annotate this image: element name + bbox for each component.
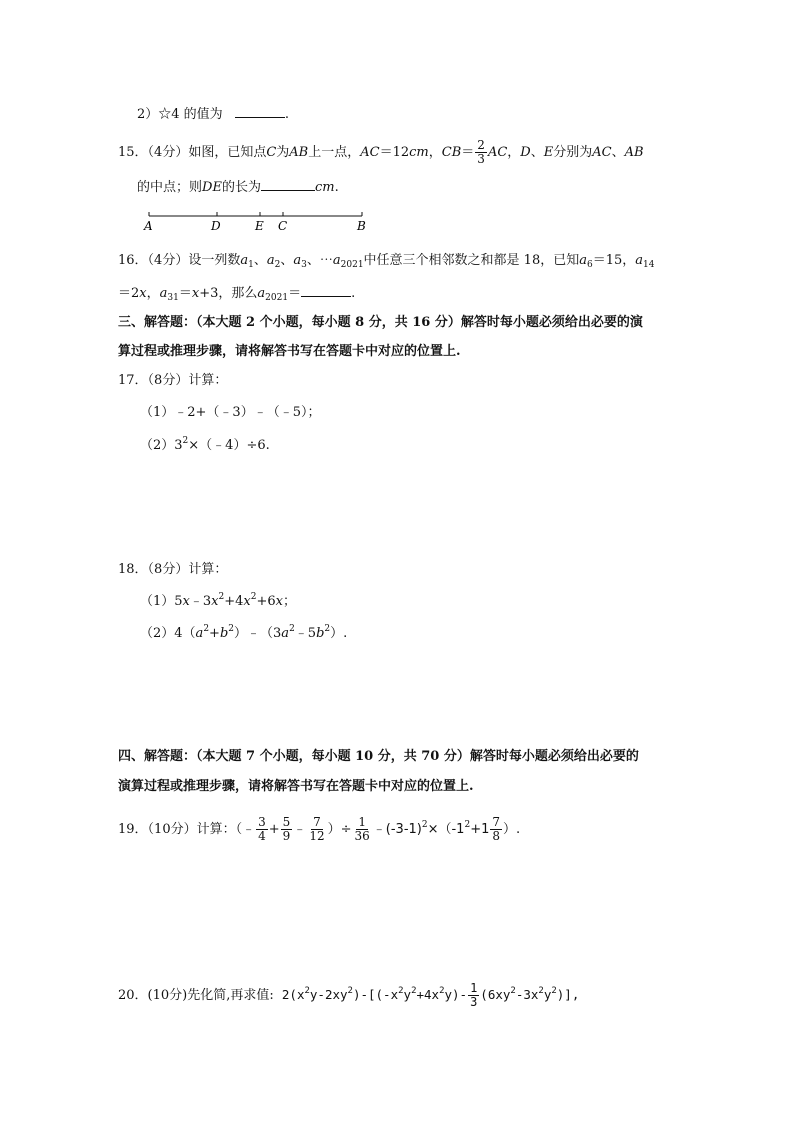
section3-heading: 三、解答题：（本大题 2 个小题，每小题 8 分，共 16 分）解答时每小题必须给出必要的演 (118, 315, 643, 330)
label-A: A (144, 219, 153, 233)
q20-expression: 20．(10分)先化简,再求值: $2(x^2y-2xy^2)-[(-x^2y^2+4x^2y)-$ $\frac{1}{3}$ $(6xy^2-3x^2y^2)$], (118, 981, 580, 1009)
segment-diagram (140, 208, 380, 234)
fraction: $\frac{7}{8}$ (492, 815, 500, 843)
answer-blank (301, 283, 351, 297)
section3-instructions: 算过程或推理步骤，请将解答书写在答题卡中对应的位置上. (118, 344, 461, 359)
q16-line2: ＝2x，$a_{31}=x+3$，那么$a_{2021}=$ . (118, 283, 355, 303)
fraction: $\frac{1}{3}$ (470, 981, 478, 1009)
q16-line1: 16．（4分）设一列数$a_1$、$a_2$、$a_3$、$\cdots a_{2021}$中任意三个相邻数之和都是 18，已知$a_6=15$，$a_{14}$ (118, 253, 655, 270)
answer-blank (261, 177, 315, 191)
section4-instructions: 演算过程或推理步骤，请将解答书写在答题卡中对应的位置上. (118, 779, 474, 794)
q15-line2: 的中点；则DE的长为 cm. (137, 177, 339, 197)
fraction-two-thirds: $\frac{2}{3}$ (477, 138, 485, 166)
fraction: $\frac{3}{4}$ (258, 815, 266, 843)
fraction: $\frac{5}{9}$ (282, 815, 291, 843)
label-D: D (211, 219, 221, 233)
q19-expression: 19．（10分）计算：（﹣ $\frac{3}{4}$ + $\frac{5}{9}$ ﹣ $\frac{7}{12}$ ）÷ $\frac{1}{36}$ $﹣(-3-1)^2\times(-1^2+1$ $\frac{7}{8}$ ）. (118, 815, 521, 843)
answer-blank (235, 104, 285, 118)
q17-heading: 17．（8分）计算： (118, 373, 228, 388)
q14-part2: 2）☆4 的值为 . (137, 104, 289, 124)
label-C: C (278, 219, 288, 233)
q18-part2: $(2)4(a^2+b^2)﹣(3a^2﹣5b^2)$. (140, 624, 348, 641)
q15-line1: 15．（4分）如图，已知点C为AB上一点，AC＝12cm，CB＝ $\frac{2}{3}$ AC，D、E分别为AC、AB (118, 138, 644, 166)
q17-part2: $(2)3^2\times(﹣4)\div 6$. (140, 436, 270, 453)
label-B: B (357, 219, 366, 233)
fraction: $\frac{7}{12}$ (309, 815, 325, 843)
q17-part1: （1）﹣2+（﹣3）﹣（﹣5）； (140, 405, 321, 420)
q18-heading: 18．（8分）计算： (118, 562, 228, 577)
label-E: E (255, 219, 264, 233)
q18-part1: $(1)5x﹣3x^2+4x^2+6x$； (140, 592, 297, 609)
section4-heading: 四、解答题：（本大题 7 个小题，每小题 10 分，共 70 分）解答时每小题必须给出必要的 (118, 749, 639, 764)
fraction: $\frac{1}{36}$ (354, 815, 370, 843)
